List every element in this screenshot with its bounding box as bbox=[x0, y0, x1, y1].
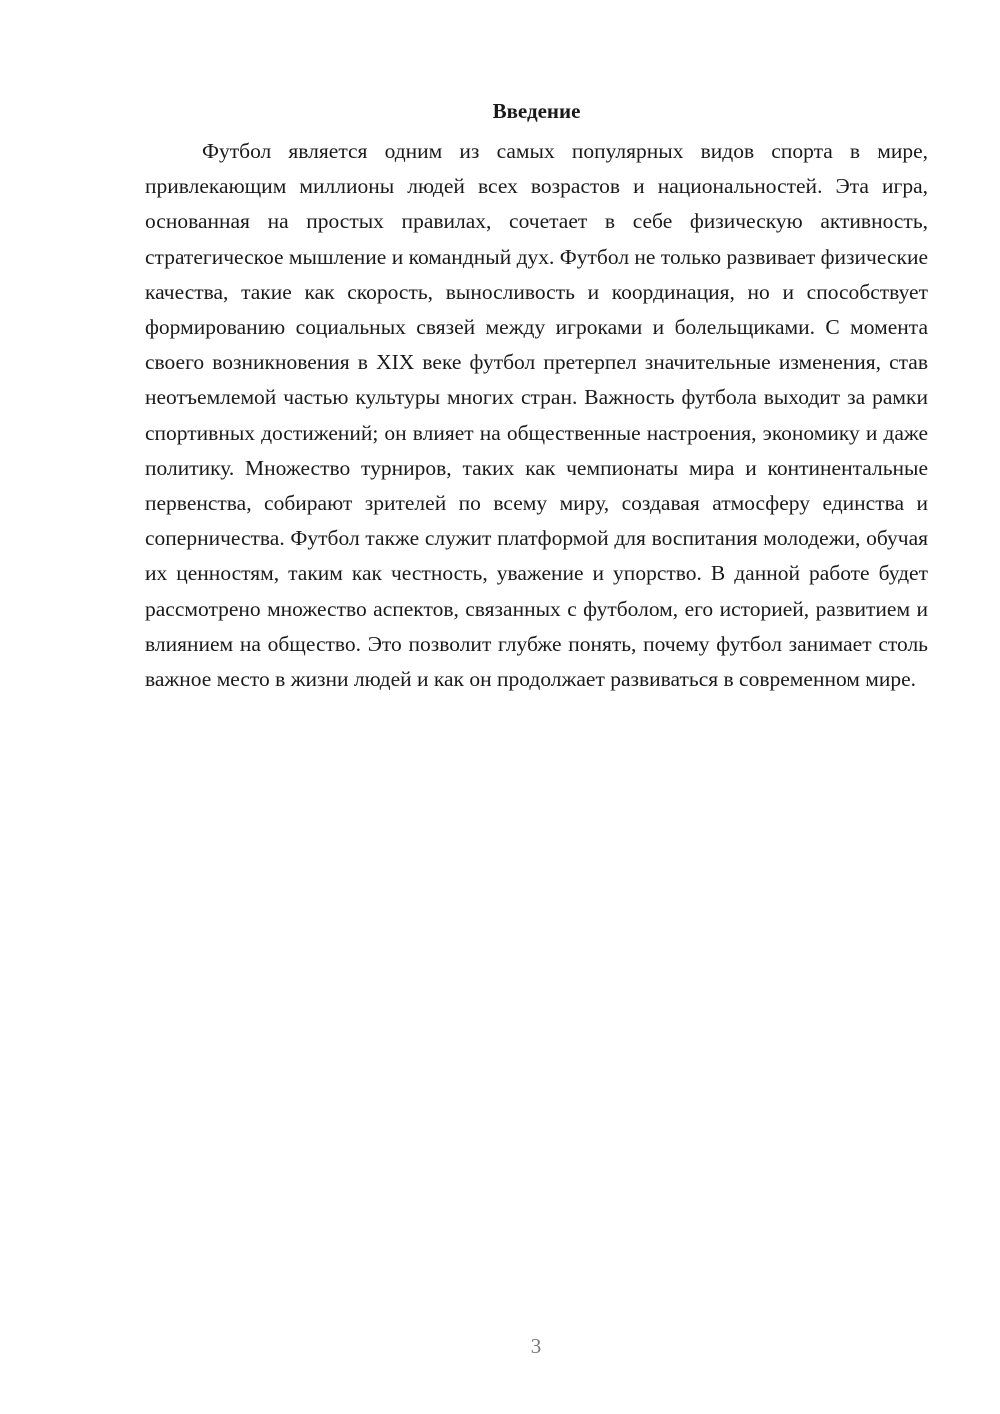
body-paragraph: Футбол является одним из самых популярных видов спорта в мире, привлекающим миллионы людей всех возрастов и национальностей. Эта игра, основанная на простых правилах, сочетает в себе физическую активность, стратегическое мышление и командный дух. Футбол не только развивает физические качества, такие как скорость, выносливость и координация, но и способствует формированию социальных связей между игроками и болельщиками. С момента своего возникновения в XIX веке футбол претерпел значительные изменения, став неотъемлемой частью культуры многих стран. Важность футбола выходит за рамки спортивных достижений; он влияет на общественные настроения, экономику и даже политику. Множество турниров, таких как чемпионаты мира и континентальные первенства, собирают зрителей по всему миру, создавая атмосферу единства и соперничества. Футбол также служит платформой для воспитания молодежи, обучая их ценностям, таким как честность, уважение и упорство. В данной работе будет рассмотрено множество аспектов, связанных с футболом, его историей, развитием и влиянием на общество. Это позволит глубже понять, почему футбол занимает столь важное место в жизни людей и как он продолжает развиваться в современном мире. bbox=[145, 139, 928, 692]
page-number: 3 bbox=[530, 1334, 542, 1358]
page-content bbox=[145, 96, 928, 697]
section-heading: Введение bbox=[492, 99, 581, 123]
